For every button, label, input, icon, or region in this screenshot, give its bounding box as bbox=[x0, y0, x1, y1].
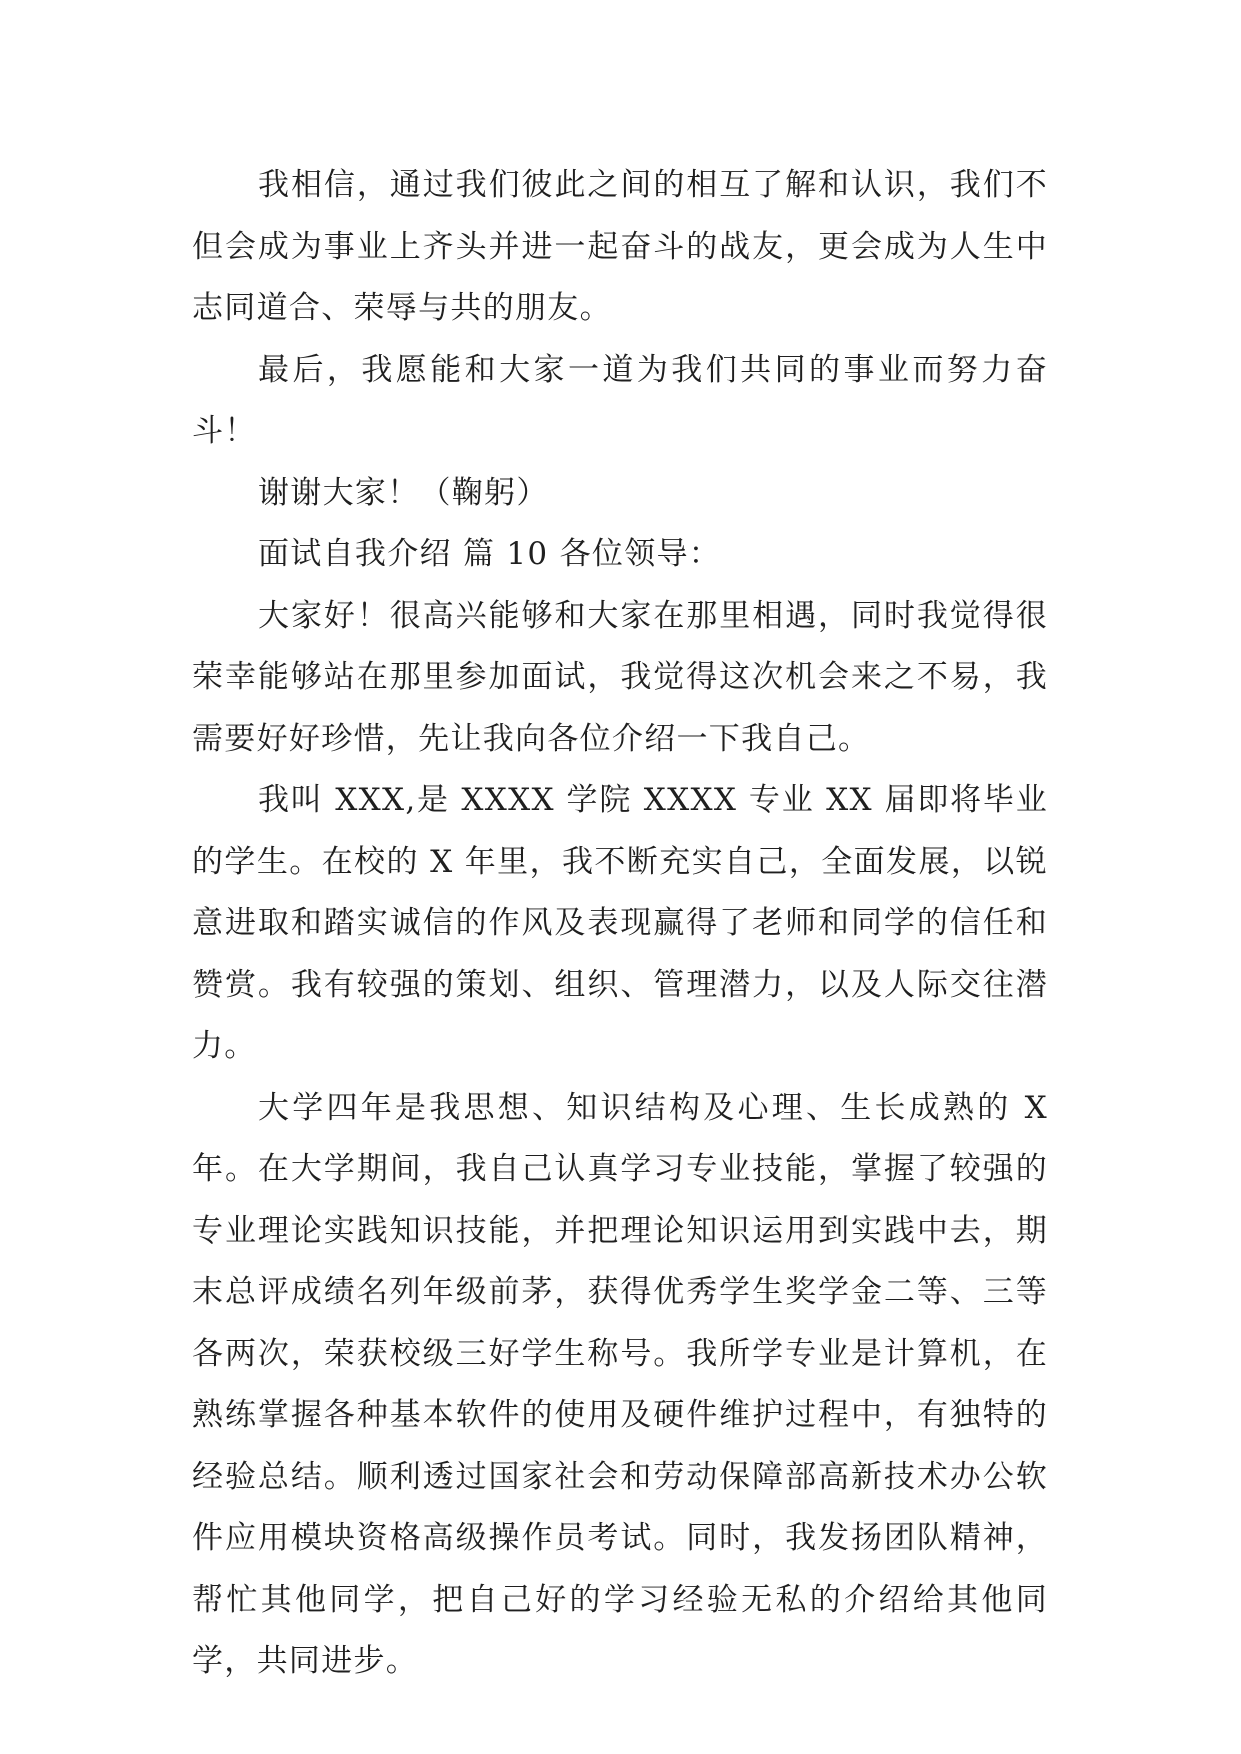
document-body bbox=[192, 155, 1048, 1693]
section-heading: 面试自我介绍 篇 10 各位领导： bbox=[258, 536, 722, 572]
paragraph-university-years: 大学四年是我思想、知识结构及心理、生长成熟的 X 年。在大学期间，我自己认真学习专业技能，掌握了较强的专业理论实践知识技能，并把理论知识运用到实践中去，期末总评成绩名列年级前茅，获得优秀学生奖学金二等、三等各两次，荣获校级三好学生称号。我所学专业是计算机，在熟练掌握各种基本软件的使用及硬件维护过程中，有独特的经验总结。顺利透过国家社会和劳动保障部高新技术办公软件应用模块资格高级操作员考试。同时，我发扬团队精神，帮忙其他同学，把自己好的学习经验无私的介绍给其他同学，共同进步。 bbox=[192, 1089, 1048, 1679]
paragraph-thanks: 谢谢大家！（鞠躬） bbox=[258, 474, 549, 511]
paragraph-self-intro: 我叫 XXX,是 XXXX 学院 XXXX 专业 XX 届即将毕业的学生。在校的 X 年里，我不断充实自己，全面发展，以锐意进取和踏实诚信的作风及表现赢得了老师和同学的信任和赞赏。我有较强的策划、组织、管理潜力，以及人际交往潜力。 bbox=[192, 782, 1048, 1064]
paragraph-greeting: 大家好！很高兴能够和大家在那里相遇，同时我觉得很荣幸能够站在那里参加面试，我觉得这次机会来之不易，我需要好好珍惜，先让我向各位介绍一下我自己。 bbox=[192, 597, 1048, 757]
paragraph-closing-wish: 最后，我愿能和大家一道为我们共同的事业而努力奋斗！ bbox=[192, 351, 1048, 449]
paragraph-closing-belief: 我相信，通过我们彼此之间的相互了解和认识，我们不但会成为事业上齐头并进一起奋斗的战友，更会成为人生中志同道合、荣辱与共的朋友。 bbox=[192, 167, 1048, 326]
